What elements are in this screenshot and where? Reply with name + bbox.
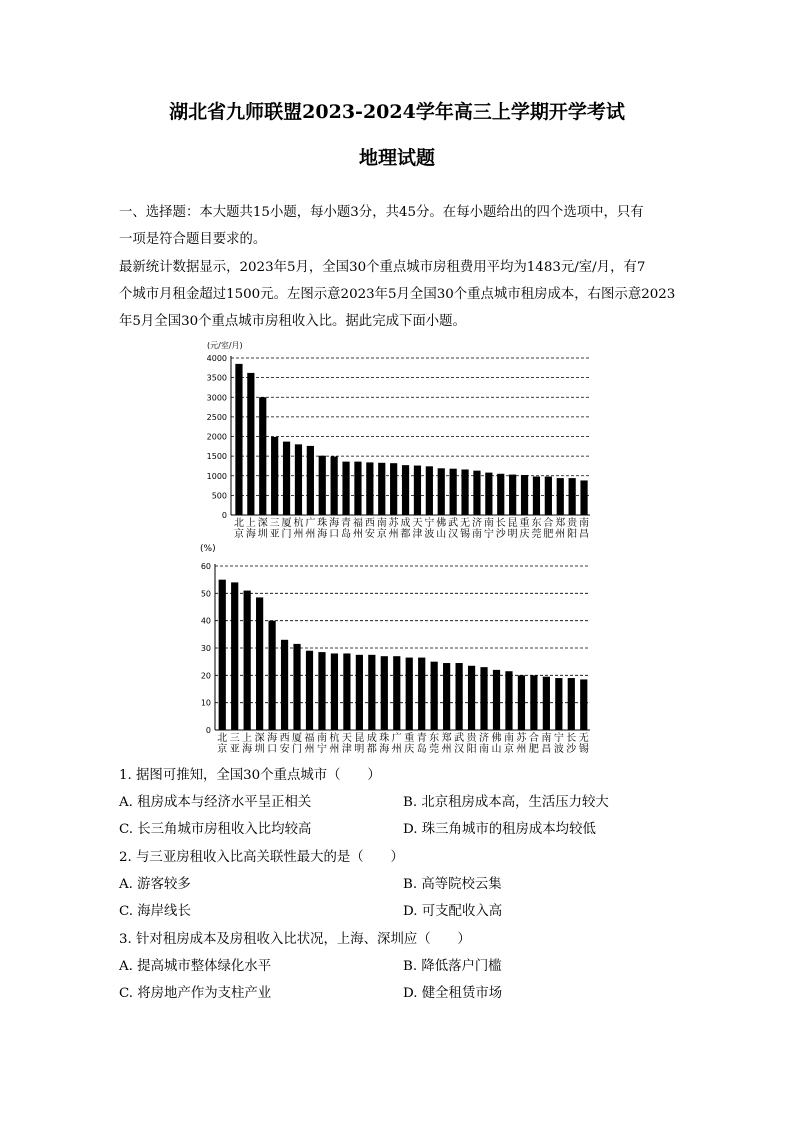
- x-tick-label: 上: [242, 733, 253, 744]
- y-tick-label: 3000: [206, 393, 227, 403]
- bar: [493, 670, 500, 730]
- x-tick-label: 西: [279, 733, 290, 744]
- bar: [521, 475, 528, 515]
- x-tick-label: 济: [479, 733, 490, 744]
- bar: [568, 678, 575, 730]
- x-tick-label: 州: [329, 744, 340, 755]
- x-tick-label: 州: [441, 744, 452, 755]
- x-tick-label: 沙: [566, 744, 577, 755]
- x-tick-label: 济: [471, 518, 482, 529]
- x-tick-label: 南: [541, 733, 552, 744]
- paper-title: 湖北省九师联盟2023-2024学年高三上学期开学考试: [169, 101, 625, 123]
- bar: [356, 655, 363, 730]
- bar: [533, 477, 540, 515]
- y-axis-label: (元/室/月): [207, 341, 243, 350]
- y-tick-label: 0: [221, 511, 227, 520]
- question-stem: 1. 据图可推知，全国30个重点城市（ ）: [119, 768, 381, 783]
- bar: [366, 462, 373, 515]
- y-tick-label: 20: [200, 671, 211, 681]
- bar: [485, 473, 492, 515]
- x-tick-label: 亚: [269, 529, 280, 540]
- x-tick-label: 南: [376, 518, 387, 529]
- x-tick-label: 庆: [404, 744, 415, 755]
- x-tick-label: 安: [364, 529, 375, 540]
- option-d: D. 可支配收入高: [403, 904, 503, 919]
- x-tick-label: 厦: [292, 733, 303, 744]
- x-tick-label: 青: [416, 733, 427, 744]
- x-tick-label: 山: [491, 744, 502, 755]
- x-tick-label: 圳: [254, 744, 265, 755]
- x-tick-label: 昌: [579, 529, 590, 540]
- bar: [418, 658, 425, 730]
- x-tick-label: 亚: [229, 744, 240, 755]
- x-tick-label: 天: [412, 518, 423, 529]
- x-tick-label: 岛: [416, 744, 427, 755]
- bar: [307, 446, 314, 515]
- bar: [497, 474, 504, 515]
- x-tick-label: 明: [507, 529, 518, 540]
- bar: [293, 644, 300, 730]
- option-b: B. 降低落户门槛: [403, 959, 502, 974]
- x-tick-label: 武: [448, 518, 459, 529]
- x-tick-label: 明: [354, 744, 365, 755]
- x-tick-label: 重: [519, 518, 530, 529]
- x-tick-label: 广: [391, 733, 402, 744]
- x-tick-label: 口: [267, 744, 278, 755]
- x-tick-label: 阳: [466, 744, 477, 755]
- bar: [368, 655, 375, 730]
- question-stem: 3. 针对租房成本及房租收入比状况，上海、深圳应（ ）: [119, 932, 471, 947]
- section-header-line-1: 一、选择题：本大题共15小题，每小题3分，共45分。在每小题给出的四个选项中，只有: [119, 205, 644, 220]
- x-tick-label: 深: [254, 733, 265, 744]
- x-tick-label: 珠: [317, 518, 328, 529]
- x-tick-label: 郑: [441, 733, 452, 744]
- x-tick-label: 京: [503, 744, 514, 755]
- x-tick-label: 三: [269, 518, 280, 529]
- x-tick-label: 南: [503, 733, 514, 744]
- bar: [456, 663, 463, 730]
- section-header-line-2: 一项是符合题目要求的。: [119, 232, 267, 247]
- bar: [295, 444, 302, 515]
- bar: [443, 663, 450, 730]
- y-tick-label: 60: [200, 562, 211, 571]
- bar: [331, 653, 338, 730]
- x-tick-label: 门: [281, 529, 292, 540]
- intro-line-3: 年5月全国30个重点城市房租收入比。据此完成下面小题。: [119, 314, 466, 329]
- y-tick-label: 2000: [206, 432, 227, 442]
- bar: [543, 677, 550, 730]
- option-d: D. 珠三角城市的租房成本均较低: [403, 822, 596, 837]
- y-tick-label: 2500: [206, 412, 227, 422]
- x-tick-label: 汉: [454, 744, 465, 755]
- x-tick-label: 海: [267, 733, 278, 744]
- x-tick-label: 重: [404, 733, 415, 744]
- bar: [306, 651, 313, 730]
- intro-line-1: 最新统计数据显示，2023年5月，全国30个重点城市房租费用平均为1483元/室/月，有7: [119, 260, 646, 275]
- bar: [259, 397, 266, 515]
- x-tick-label: 三: [229, 733, 240, 744]
- bar: [480, 667, 487, 730]
- bar: [450, 469, 457, 515]
- bar: [402, 465, 409, 515]
- x-tick-label: 南: [479, 744, 490, 755]
- x-tick-label: 深: [257, 518, 268, 529]
- intro-line-2: 个城市月租金超过1500元。左图示意2023年5月全国30个重点城市租房成本，右图示意2023: [119, 287, 676, 302]
- x-tick-label: 门: [292, 744, 303, 755]
- y-tick-label: 1500: [206, 452, 227, 462]
- x-tick-label: 海: [242, 744, 253, 755]
- bar: [378, 463, 385, 515]
- bar: [406, 658, 413, 730]
- option-a: A. 租房成本与经济水平呈正相关: [119, 795, 312, 810]
- x-tick-label: 杭: [293, 518, 304, 529]
- bar: [393, 656, 400, 730]
- option-b: B. 北京租房成本高，生活压力较大: [403, 795, 609, 810]
- x-tick-label: 波: [553, 744, 564, 755]
- x-tick-label: 厦: [281, 518, 292, 529]
- y-tick-label: 4000: [206, 354, 227, 363]
- x-tick-label: 海: [329, 518, 340, 529]
- x-tick-label: 庆: [519, 529, 530, 540]
- x-tick-label: 广: [305, 518, 316, 529]
- bar: [244, 591, 251, 730]
- y-tick-label: 1000: [206, 471, 227, 481]
- x-tick-label: 安: [279, 744, 290, 755]
- bar: [414, 466, 421, 515]
- bar: [569, 478, 576, 515]
- bar: [518, 675, 525, 730]
- bar: [231, 582, 238, 730]
- bar: [283, 442, 290, 515]
- x-tick-label: 昆: [354, 733, 365, 744]
- bar: [247, 373, 254, 515]
- y-tick-label: 40: [200, 616, 211, 626]
- bar: [426, 466, 433, 515]
- option-c: C. 将房地产作为支柱产业: [119, 986, 272, 1001]
- y-tick-label: 10: [200, 698, 211, 708]
- x-tick-label: 青: [341, 518, 352, 529]
- x-tick-label: 海: [245, 529, 256, 540]
- option-c: C. 长三角城市房租收入比均较高: [119, 822, 312, 837]
- x-tick-label: 圳: [257, 529, 268, 540]
- bar: [557, 478, 564, 515]
- bar: [318, 652, 325, 730]
- bar: [530, 675, 537, 730]
- section-header: [119, 199, 679, 253]
- bar: [431, 662, 438, 730]
- x-tick-label: 阳: [567, 529, 578, 540]
- x-tick-label: 州: [391, 744, 402, 755]
- bar: [509, 475, 516, 515]
- x-tick-label: 成: [400, 518, 411, 529]
- question-stem: 2. 与三亚房租收入比高关联性最大的是（ ）: [119, 850, 404, 865]
- x-tick-label: 无: [460, 518, 471, 529]
- x-tick-label: 津: [341, 744, 352, 755]
- x-tick-label: 海: [317, 529, 328, 540]
- y-tick-label: 500: [211, 491, 227, 501]
- x-tick-label: 佛: [491, 733, 502, 744]
- bar: [235, 364, 242, 515]
- bar: [354, 462, 361, 515]
- x-tick-label: 京: [376, 529, 387, 540]
- x-tick-label: 武: [454, 733, 465, 744]
- option-d: D. 健全租赁市场: [403, 986, 503, 1001]
- bar: [342, 462, 349, 515]
- x-tick-label: 锡: [460, 529, 471, 540]
- x-tick-label: 山: [436, 529, 447, 540]
- x-tick-label: 杭: [329, 733, 340, 744]
- x-tick-label: 宁: [483, 529, 494, 540]
- x-tick-label: 无: [578, 733, 589, 744]
- bar: [390, 463, 397, 515]
- bar: [381, 656, 388, 730]
- x-tick-label: 南: [579, 518, 590, 529]
- option-b: B. 高等院校云集: [403, 877, 502, 892]
- x-tick-label: 东: [429, 733, 440, 744]
- x-tick-label: 津: [412, 529, 423, 540]
- x-tick-label: 昆: [507, 518, 518, 529]
- x-tick-label: 海: [379, 744, 390, 755]
- y-tick-label: 50: [200, 589, 211, 599]
- x-tick-label: 沙: [495, 529, 506, 540]
- rent-income-ratio-chart: [195, 540, 605, 755]
- y-tick-label: 0: [205, 726, 211, 735]
- x-tick-label: 合: [528, 733, 539, 744]
- bar: [219, 580, 226, 730]
- bar: [281, 640, 288, 730]
- x-tick-label: 贵: [466, 733, 477, 744]
- y-axis-label: (%): [200, 544, 216, 554]
- x-tick-label: 汉: [448, 529, 459, 540]
- x-tick-label: 州: [293, 529, 304, 540]
- x-tick-label: 京: [233, 529, 244, 540]
- x-tick-label: 州: [304, 744, 315, 755]
- bar: [319, 456, 326, 515]
- option-a: A. 游客较多: [119, 877, 191, 892]
- x-tick-label: 长: [566, 733, 577, 744]
- bar: [555, 678, 562, 730]
- x-tick-label: 郑: [555, 518, 566, 529]
- bar: [580, 679, 587, 730]
- bar: [468, 666, 475, 730]
- x-tick-label: 贵: [567, 518, 578, 529]
- x-tick-label: 南: [483, 518, 494, 529]
- x-tick-label: 岛: [341, 529, 352, 540]
- y-tick-label: 30: [200, 644, 211, 653]
- x-tick-label: 北: [233, 518, 244, 529]
- x-tick-label: 福: [352, 518, 363, 529]
- x-tick-label: 福: [304, 733, 315, 744]
- x-tick-label: 昌: [541, 744, 552, 755]
- option-c: C. 海岸线长: [119, 904, 191, 919]
- y-tick-label: 3500: [206, 373, 227, 383]
- x-tick-label: 成: [366, 733, 377, 744]
- bar: [505, 671, 512, 730]
- x-tick-label: 西: [364, 518, 375, 529]
- x-tick-label: 州: [305, 529, 316, 540]
- x-tick-label: 宁: [316, 744, 327, 755]
- x-tick-label: 上: [245, 518, 256, 529]
- bar: [331, 457, 338, 515]
- x-tick-label: 宁: [553, 733, 564, 744]
- x-tick-label: 珠: [379, 733, 390, 744]
- x-tick-label: 莞: [531, 529, 542, 540]
- x-tick-label: 州: [516, 744, 527, 755]
- paper-subtitle: 地理试题: [358, 147, 435, 169]
- x-tick-label: 南: [471, 529, 482, 540]
- x-tick-label: 州: [388, 529, 399, 540]
- option-a: A. 提高城市整体绿化水平: [119, 959, 272, 974]
- x-tick-label: 南: [316, 733, 327, 744]
- bar: [256, 597, 263, 730]
- bar: [269, 621, 276, 730]
- x-tick-label: 天: [341, 733, 352, 744]
- bar: [271, 437, 278, 515]
- x-tick-label: 锡: [578, 744, 589, 755]
- material-intro: [119, 254, 679, 335]
- x-tick-label: 宁: [424, 518, 435, 529]
- bar: [473, 471, 480, 515]
- x-tick-label: 佛: [436, 518, 447, 529]
- x-tick-label: 莞: [429, 744, 440, 755]
- x-tick-label: 苏: [516, 733, 527, 744]
- x-tick-label: 都: [366, 744, 377, 755]
- bar: [343, 653, 350, 730]
- bar: [545, 477, 552, 515]
- bar: [580, 480, 587, 515]
- x-tick-label: 长: [495, 518, 506, 529]
- x-tick-label: 口: [329, 529, 340, 540]
- x-tick-label: 州: [352, 529, 363, 540]
- bar: [461, 469, 468, 515]
- x-tick-label: 波: [424, 529, 435, 540]
- rent-cost-chart: [195, 338, 605, 543]
- x-tick-label: 都: [400, 529, 411, 540]
- x-tick-label: 东: [531, 518, 542, 529]
- x-tick-label: 京: [217, 744, 228, 755]
- x-tick-label: 肥: [543, 529, 554, 540]
- x-tick-label: 苏: [388, 518, 399, 529]
- x-tick-label: 合: [543, 518, 554, 529]
- x-tick-label: 肥: [528, 744, 539, 755]
- bar: [438, 468, 445, 515]
- x-tick-label: 州: [555, 529, 566, 540]
- x-tick-label: 北: [217, 733, 228, 744]
